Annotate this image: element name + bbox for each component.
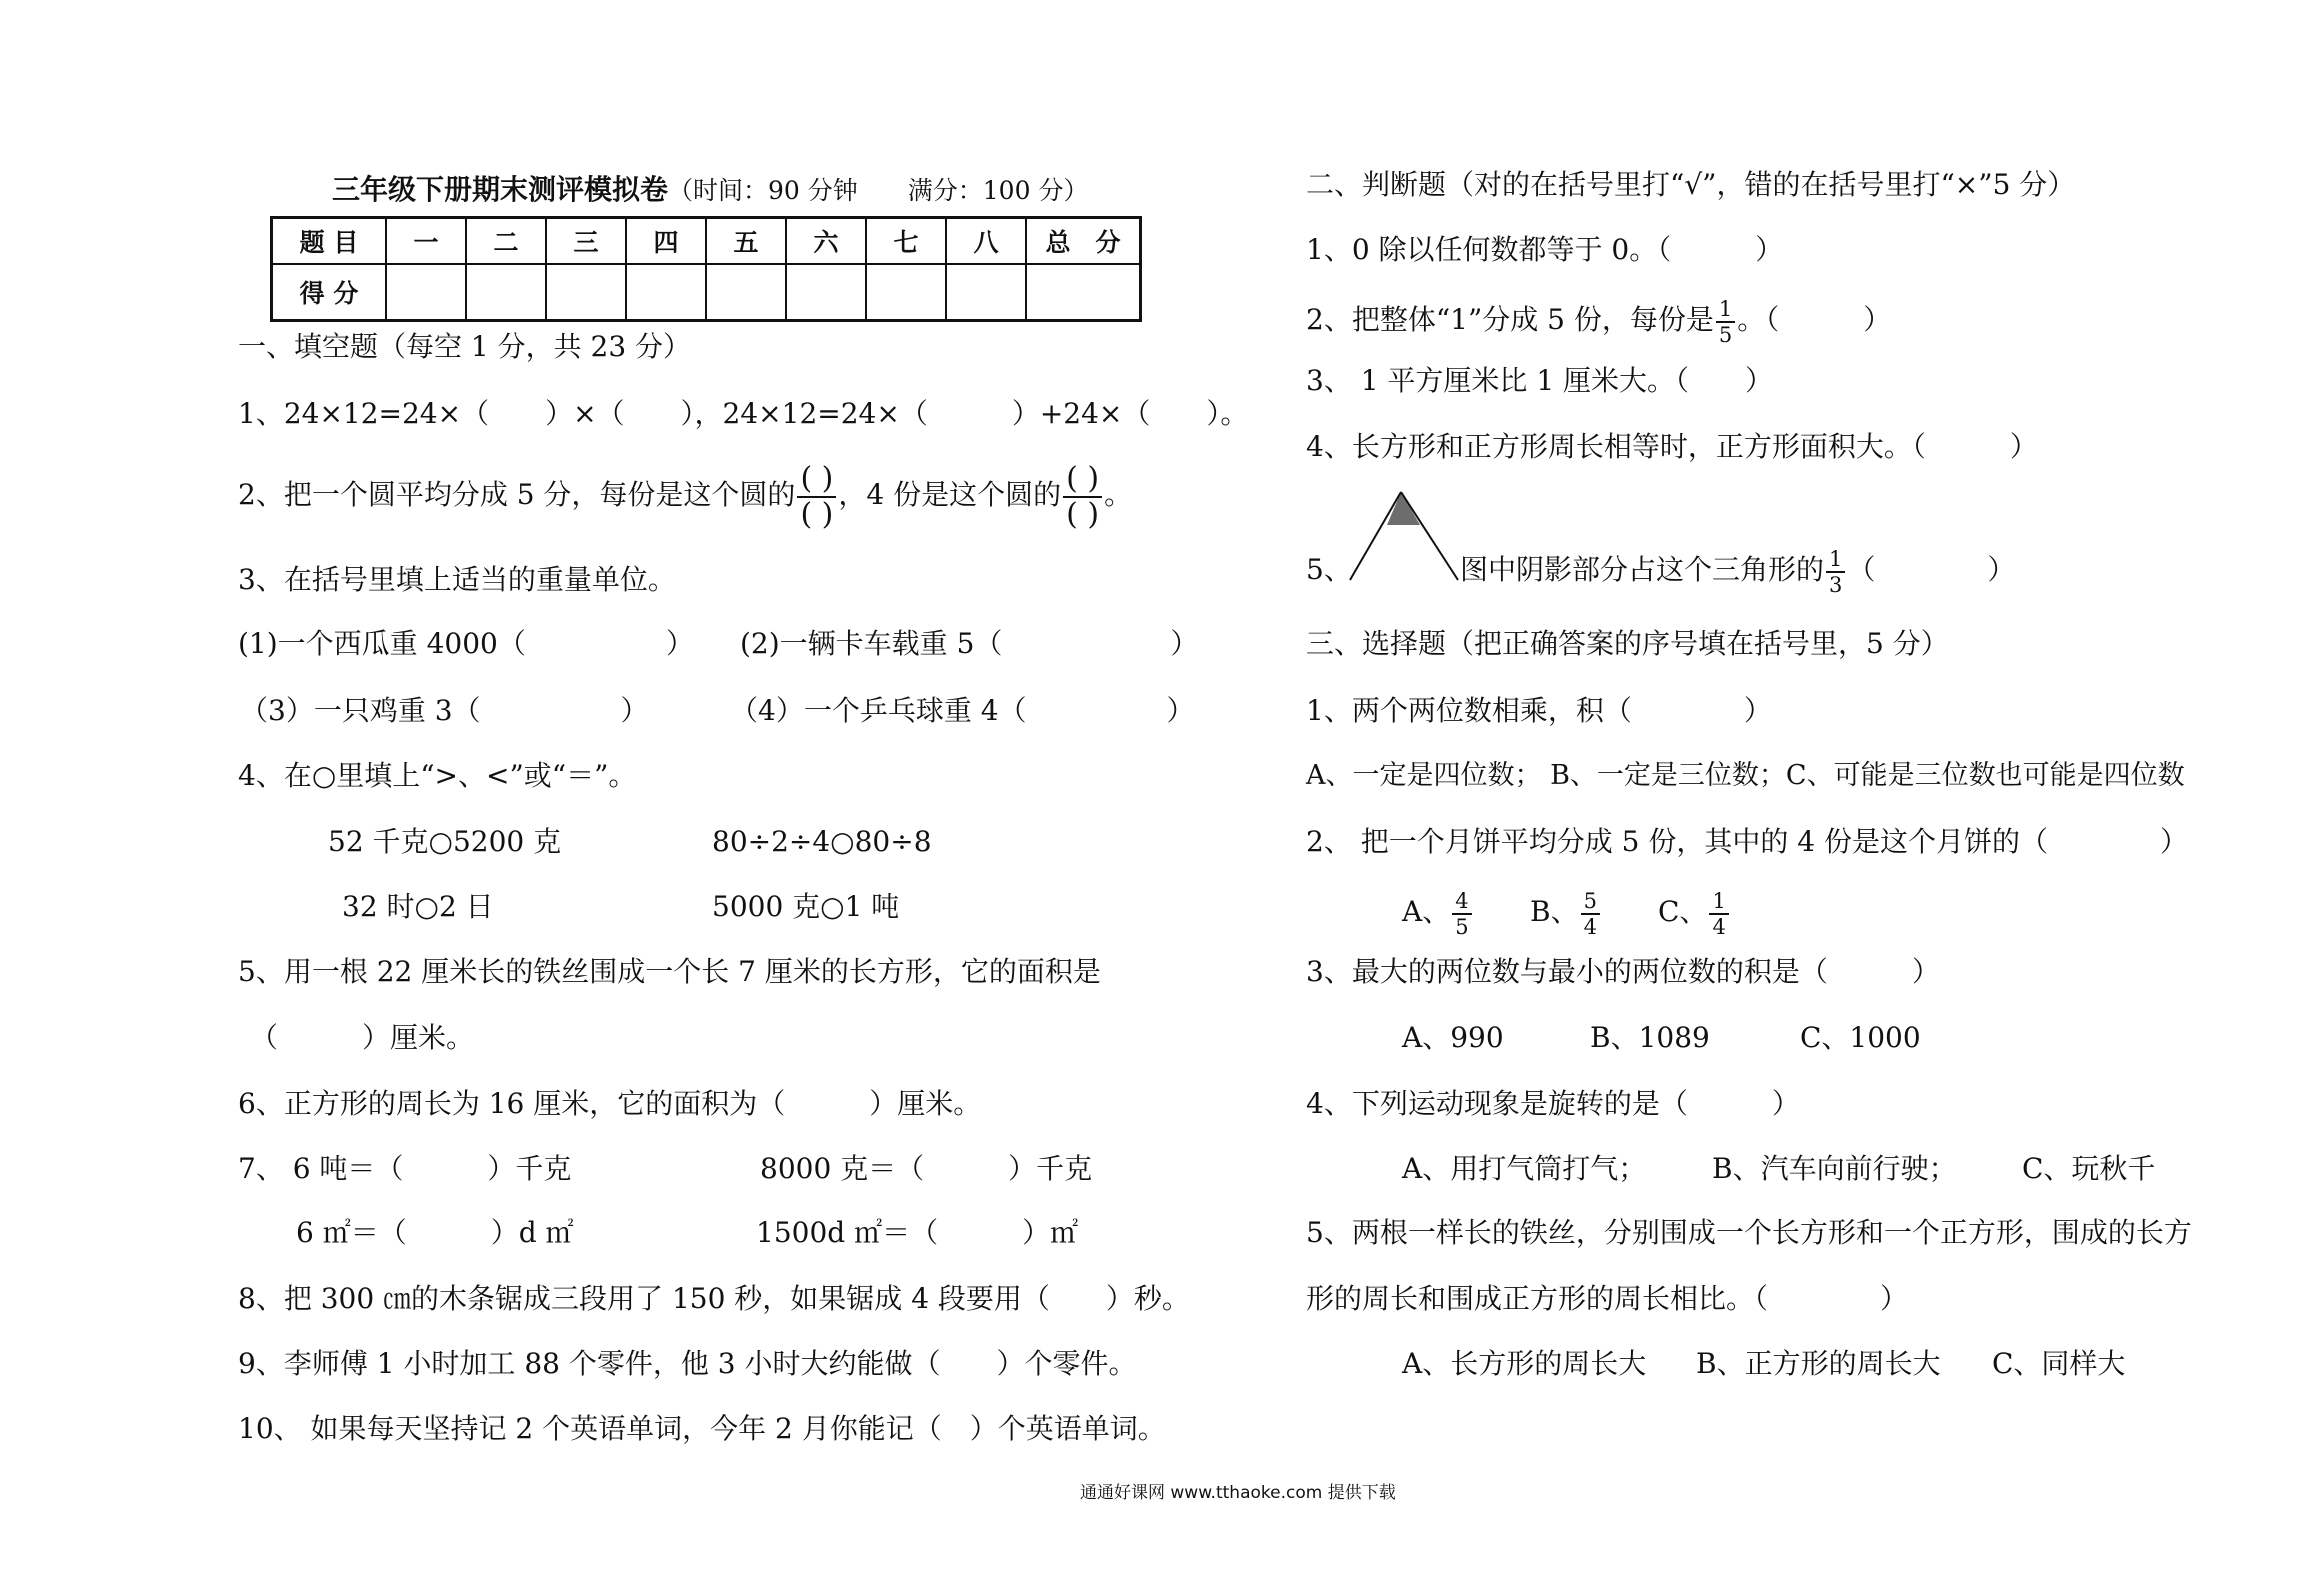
judge-5	[1460, 538, 2015, 602]
score-cell: 五	[706, 218, 786, 265]
q2-text-c: 。	[1104, 478, 1133, 511]
fraction-numerator: ( )	[797, 462, 836, 498]
choice-5: 5、两根一样长的铁丝，分别围成一个长方形和一个正方形，围成的长方	[1306, 1216, 2192, 1249]
question-7-a: 7、 6 吨＝（ ）千克	[238, 1152, 572, 1185]
choice-5-option-c: C、同样大	[1992, 1347, 2126, 1380]
fraction-numerator: 1	[1716, 297, 1735, 323]
q2-text-b: ，4 份是这个圆的	[838, 478, 1062, 511]
fraction-numerator: 1	[1826, 547, 1845, 573]
choice-3-option-b: B、1089	[1590, 1021, 1710, 1054]
triangle-figure	[1346, 488, 1466, 584]
judge-5-text: 图中阴影部分占这个三角形的	[1460, 553, 1825, 586]
choice-4-option-c: C、玩秋千	[2022, 1152, 2156, 1185]
question-3-2: (2)一辆卡车载重 5（ ）	[740, 627, 1199, 660]
fraction-denominator: ( )	[1066, 496, 1100, 532]
fraction-numerator: 4	[1452, 889, 1471, 915]
q2-text-a: 2、把一个圆平均分成 5 分，每份是这个圆的	[238, 478, 796, 511]
fraction-denominator: 3	[1829, 572, 1843, 597]
fraction-1-5	[1716, 297, 1735, 347]
score-table-score-row	[272, 264, 1141, 321]
question-3-4: （4）一个乒乓球重 4（ ）	[730, 694, 1195, 727]
question-4: 4、在○里填上“>、<”或“＝”。	[238, 759, 637, 792]
blank-fraction[interactable]	[797, 462, 836, 532]
score-input-cell[interactable]	[626, 264, 706, 321]
question-10: 10、 如果每天坚持记 2 个英语单词，今年 2 月你能记（ ）个英语单词。	[238, 1412, 1166, 1445]
score-cell: 三	[546, 218, 626, 265]
question-9: 9、李师傅 1 小时加工 88 个零件，他 3 小时大约能做（ ）个零件。	[238, 1347, 1137, 1380]
question-2	[238, 452, 1132, 538]
choice-5-cont: 形的周长和围成正方形的周长相比。（ ）	[1306, 1282, 1909, 1315]
fraction-numerator: ( )	[1063, 462, 1102, 498]
judge-4: 4、长方形和正方形周长相等时，正方形面积大。（ ）	[1306, 430, 2038, 463]
question-6: 6、正方形的周长为 16 厘米，它的面积为（ ）厘米。	[238, 1087, 982, 1120]
choice-1-options: A、一定是四位数； B、一定是三位数；C、可能是三位数也可能是四位数	[1306, 760, 2185, 791]
question-3-1: (1)一个西瓜重 4000（ ）	[238, 627, 694, 660]
fraction-denominator: 4	[1583, 914, 1597, 939]
choice-2-option-a	[1402, 880, 1474, 944]
choice-4-option-a: A、用打气筒打气；	[1402, 1152, 1647, 1185]
question-7-c: 6 ㎡＝（ ）d ㎡	[296, 1216, 574, 1249]
judge-5-tail: （ ）	[1847, 553, 2016, 586]
option-label: B、	[1530, 895, 1579, 928]
title-main: 三年级下册期末测评模拟卷	[332, 173, 669, 206]
choice-1: 1、两个两位数相乘，积（ ）	[1306, 694, 1772, 727]
option-label: C、	[1658, 895, 1708, 928]
question-7-d: 1500d ㎡＝（ ）㎡	[756, 1216, 1079, 1249]
choice-4-option-b: B、汽车向前行驶；	[1712, 1152, 1957, 1185]
section-3-heading: 三、选择题（把正确答案的序号填在括号里，5 分）	[1306, 627, 1949, 660]
choice-5-option-b: B、正方形的周长大	[1696, 1347, 1941, 1380]
question-1: 1、24×12=24×（ ）×（ ），24×12=24×（ ）+24×（ ）。	[238, 397, 1249, 430]
score-table	[270, 216, 1142, 322]
question-3-3: （3）一只鸡重 3（ ）	[240, 694, 649, 727]
fraction-denominator: ( )	[800, 496, 834, 532]
section-1-heading: 一、填空题（每空 1 分，共 23 分）	[238, 330, 692, 363]
fraction-numerator: 1	[1709, 889, 1728, 915]
title-sub: （时间：90 分钟 满分：100 分）	[668, 176, 1089, 205]
triangle-left-side	[1350, 492, 1401, 580]
score-input-cell[interactable]	[1026, 264, 1141, 321]
choice-3: 3、最大的两位数与最小的两位数的积是（ ）	[1306, 955, 1940, 988]
fraction-denominator: 5	[1718, 322, 1733, 347]
score-input-cell[interactable]	[786, 264, 866, 321]
fraction-denominator: 5	[1455, 914, 1469, 939]
choice-5-option-a: A、长方形的周长大	[1402, 1347, 1647, 1380]
score-cell: 四	[626, 218, 706, 265]
footer-credit: 通通好课网 www.tthaoke.com 提供下载	[1080, 1483, 1396, 1503]
question-4-1: 52 千克○5200 克	[328, 825, 562, 858]
question-5-cont: （ ）厘米。	[250, 1021, 475, 1054]
judge-2-tail: 。（ ）	[1737, 303, 1892, 336]
judge-3: 3、 1 平方厘米比 1 厘米大。（ ）	[1306, 364, 1774, 397]
score-cell: 题 目	[272, 218, 387, 265]
fraction-1-3	[1826, 547, 1845, 597]
question-5: 5、用一根 22 厘米长的铁丝围成一个长 7 厘米的长方形，它的面积是	[238, 955, 1101, 988]
score-table-header-row	[272, 218, 1141, 265]
score-cell: 一	[386, 218, 466, 265]
judge-1: 1、0 除以任何数都等于 0。（ ）	[1306, 233, 1784, 266]
score-row-label: 得 分	[272, 264, 387, 321]
fraction-4-5	[1452, 889, 1471, 939]
score-input-cell[interactable]	[386, 264, 466, 321]
score-cell: 八	[946, 218, 1026, 265]
score-input-cell[interactable]	[946, 264, 1026, 321]
question-4-4: 5000 克○1 吨	[712, 890, 900, 923]
blank-fraction[interactable]	[1063, 462, 1102, 532]
judge-2-text: 2、把整体“1”分成 5 份，每份是	[1306, 303, 1714, 336]
judge-5-number: 5、	[1306, 553, 1352, 586]
question-4-2: 80÷2÷4○80÷8	[712, 825, 932, 858]
question-8: 8、把 300 ㎝的木条锯成三段用了 150 秒，如果锯成 4 段要用（ ）秒。	[238, 1282, 1190, 1315]
fraction-1-4	[1709, 889, 1728, 939]
score-input-cell[interactable]	[546, 264, 626, 321]
question-7-b: 8000 克＝（ ）千克	[760, 1152, 1093, 1185]
fraction-denominator: 4	[1712, 914, 1726, 939]
choice-4: 4、下列运动现象是旋转的是（ ）	[1306, 1087, 1800, 1120]
choice-2-option-b	[1530, 880, 1602, 944]
option-label: A、	[1402, 895, 1451, 928]
score-cell: 总 分	[1026, 218, 1141, 265]
score-cell: 六	[786, 218, 866, 265]
judge-2	[1306, 290, 1891, 350]
section-2-heading: 二、判断题（对的在括号里打“√”，错的在括号里打“×”5 分）	[1306, 168, 2076, 201]
score-cell: 二	[466, 218, 546, 265]
choice-2-option-c	[1658, 880, 1731, 944]
fraction-5-4	[1581, 889, 1600, 939]
score-input-cell[interactable]	[466, 264, 546, 321]
exam-title	[332, 168, 1088, 208]
choice-3-option-a: A、990	[1402, 1021, 1504, 1054]
question-3: 3、在括号里填上适当的重量单位。	[238, 563, 676, 596]
fraction-numerator: 5	[1581, 889, 1600, 915]
question-4-3: 32 时○2 日	[342, 890, 494, 923]
triangle-right-side	[1401, 492, 1458, 580]
score-input-cell[interactable]	[706, 264, 786, 321]
choice-2: 2、 把一个月饼平均分成 5 份，其中的 4 份是这个月饼的（ ）	[1306, 825, 2188, 858]
choice-3-option-c: C、1000	[1800, 1021, 1921, 1054]
score-cell: 七	[866, 218, 946, 265]
score-input-cell[interactable]	[866, 264, 946, 321]
